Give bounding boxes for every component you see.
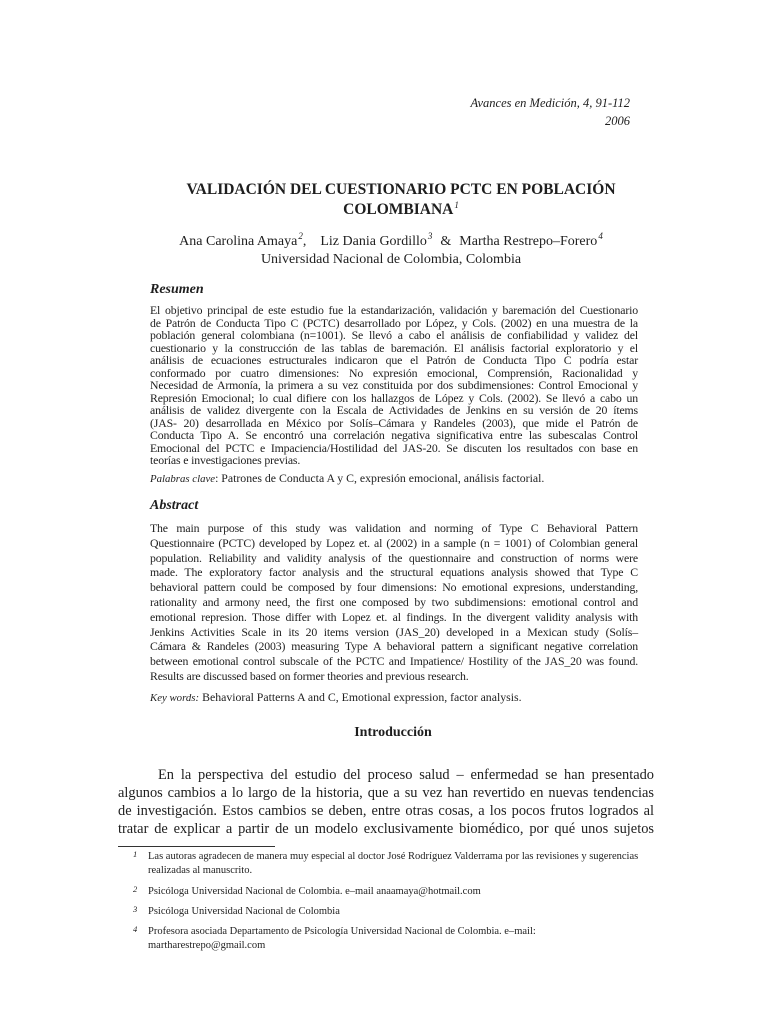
key-words (150, 689, 522, 706)
author-block (140, 233, 642, 269)
title-line-2-text: COLOMBIANA (343, 201, 454, 218)
abstract-line (150, 595, 638, 610)
body-line-text: de investigación. Estos cambios se deben, entre otras cosas, a los pocos frutos logrados al (118, 803, 654, 819)
abstract-paragraph (150, 521, 638, 684)
abstract-line-text: between emotional control subscale of the PCTC and Impatience/ Hostility of the JAS_20 was found. (150, 654, 638, 669)
abstract-line (150, 625, 638, 640)
abstract-line-text: The main purpose of this study was validation and norming of Type C Behavioral Pattern (150, 521, 638, 535)
author-footnote-ref: 2 (298, 231, 303, 241)
resumen-line-text: análisis de ecuaciones estructurales indicaron que el Patrón de Conducta Tipo C podría estar (150, 353, 638, 367)
resumen-line-text: El objetivo principal de este estudio fue la estandarización, validación y baremación del Cuestionario (150, 303, 638, 317)
body-line (118, 766, 654, 784)
author-name: Martha Restrepo–Forero (459, 234, 598, 249)
section-heading-introduccion: Introducción (354, 725, 432, 740)
footnote-line: realizadas al manuscrito. (148, 865, 253, 876)
footnote-line: Psicóloga Universidad Nacional de Colombia (148, 906, 340, 917)
body-line-text: algunos cambios a lo largo de la historia, que a su vez han revertido en nuevas tendencias (118, 785, 654, 801)
author-list (140, 233, 642, 251)
footnote-number: 2 (133, 884, 138, 894)
journal-header (471, 94, 630, 130)
resumen-line-text: Necesidad de Armonía, la primera a su vez constituida por dos subdimensiones: Control Emocional y (150, 378, 638, 392)
abstract-line (150, 669, 638, 684)
footnote (133, 885, 653, 899)
abstract-line (150, 610, 638, 625)
abstract-line (150, 654, 638, 669)
body-line (118, 820, 654, 838)
abstract-line-text: Questionnaire (PCTC) developed by Lopez et. al (2002) in a sample (n = 1001) of Colombian general (150, 535, 638, 550)
author-footnote-ref: 4 (598, 231, 603, 241)
key-words-text: Behavioral Patterns A and C, Emotional expression, factor analysis. (202, 690, 522, 704)
abstract-line (150, 536, 638, 551)
paper-title (145, 180, 657, 220)
resumen-line-text: población general colombiana (n=1001). Se llevó a cabo el análisis de confiabilidad y validez del (150, 328, 638, 342)
abstract-line (150, 551, 638, 566)
abstract-line-text: Results are discussed based on former theories and previous research. (150, 668, 469, 683)
abstract-line (150, 521, 638, 536)
abstract-line-text: emotional represion. Those differ with Lopez et. al findings. In the divergent validity analysis with (150, 609, 638, 624)
author-name: Ana Carolina Amaya (179, 234, 298, 249)
footnote-line: martharestrepo@gmail.com (148, 940, 266, 951)
affiliation: Universidad Nacional de Colombia, Colombia (260, 252, 522, 267)
title-line-1: VALIDACIÓN DEL CUESTIONARIO PCTC EN POBLACIÓN (186, 181, 616, 198)
abstract-line-text: made. The exploratory factor analysis and the structural equations analysis showed that Type C (150, 565, 638, 580)
abstract-heading: Abstract (150, 498, 199, 513)
abstract-line (150, 639, 638, 654)
footnote-line: Profesora asociada Departamento de Psicología Universidad Nacional de Colombia. e–mail: (148, 926, 536, 937)
resumen-line-text: cuestionario y la construcción de las tablas de baremación. El análisis factorial exploratorio y el (150, 340, 638, 355)
palabras-clave-text: : Patrones de Conducta A y C, expresión emocional, análisis factorial. (215, 471, 545, 485)
body-line-text: En la perspectiva del estudio del proceso salud – enfermedad se han presentado (158, 767, 654, 783)
body-line-text: tratar de explicar a partir de un modelo exclusivamente biomédico, por qué unos sujetos (118, 821, 654, 837)
author-name: Liz Dania Gordillo (320, 234, 427, 249)
palabras-clave (150, 470, 544, 487)
body-paragraph (118, 766, 654, 838)
abstract-line-text: population. Reliability and validity analysis of the questionnaire and construction of norms were (150, 550, 638, 565)
footnote (133, 925, 653, 953)
footnote-number: 1 (133, 849, 138, 859)
resumen-line-text: análisis de validez divergente con la Escala de Actividades de Jenkins en su versión de 20 ítems (150, 403, 638, 417)
author-separator: & (440, 234, 452, 249)
title-footnote-ref: 1 (454, 200, 459, 210)
title-line-2 (145, 200, 657, 220)
resumen-line-text: Represión Emocional; lo cual difiere con los hallazgos de López y Cols. (2002). Se llevó a cabo un (150, 390, 638, 405)
footnote (133, 905, 653, 919)
abstract-line-text: behavioral pattern could be composed by four dimensions: No emotional expresions, understanding, (150, 580, 638, 595)
abstract-line-text: rationality and armony need, the first one composed by two subdimensions: emotional control and (150, 594, 638, 609)
abstract-line-text: Cámara & Randeles (2003) measuring Type A behavioral pattern a significant negative correlation (150, 639, 638, 654)
resumen-paragraph (150, 304, 638, 467)
footnote (133, 850, 653, 878)
resumen-line-text: de Patrón de Conducta Tipo C (PCTC) desarrollado por López, y Cols. (2002) en una muestra de la (150, 315, 638, 330)
palabras-clave-label: Palabras clave (150, 473, 216, 485)
resumen-line-text: conformado por cuatro dimensiones: No expresión emocional, Comprensión, Racionalidad y (150, 365, 638, 380)
journal-citation: Avances en Medición, 4, 91-112 (470, 96, 630, 110)
author-separator: , (302, 234, 307, 249)
resumen-heading: Resumen (150, 282, 204, 297)
journal-year: 2006 (605, 114, 630, 128)
resumen-line (150, 454, 638, 467)
resumen-line-text: teorías e investigaciones previas. (150, 453, 301, 467)
footnote-line: Psicóloga Universidad Nacional de Colombia. e–mail anaamaya@hotmail.com (148, 886, 481, 897)
footnote-number: 4 (133, 924, 138, 934)
abstract-line (150, 565, 638, 580)
key-words-label: Key words: (150, 692, 200, 704)
body-line (118, 802, 654, 820)
abstract-line (150, 580, 638, 595)
footnote-number: 3 (133, 904, 138, 914)
resumen-line-text: Emocional del PCTC e Impaciencia/Hostilidad del JAS-20. Se discuten los resultados con base en (150, 440, 638, 455)
author-footnote-ref: 3 (427, 231, 433, 241)
resumen-line-text: Conducta Tipo A. Se encontró una correlación negativa significativa entre las subescalas Control (150, 428, 638, 442)
body-line (118, 784, 654, 802)
resumen-line-text: (JAS- 20) desarrollada en México por Solís–Cámara y Randeles (2003), que mide el Patrón de (150, 415, 638, 430)
abstract-line-text: Jenkins Activities Scale in its 20 items version (JAS_20) developed in a Mexican study (Solís– (150, 624, 638, 639)
footnote-line: Las autoras agradecen de manera muy especial al doctor José Rodríguez Valderrama por las revisiones y sugerencias (148, 851, 639, 862)
footnote-rule (118, 846, 275, 847)
